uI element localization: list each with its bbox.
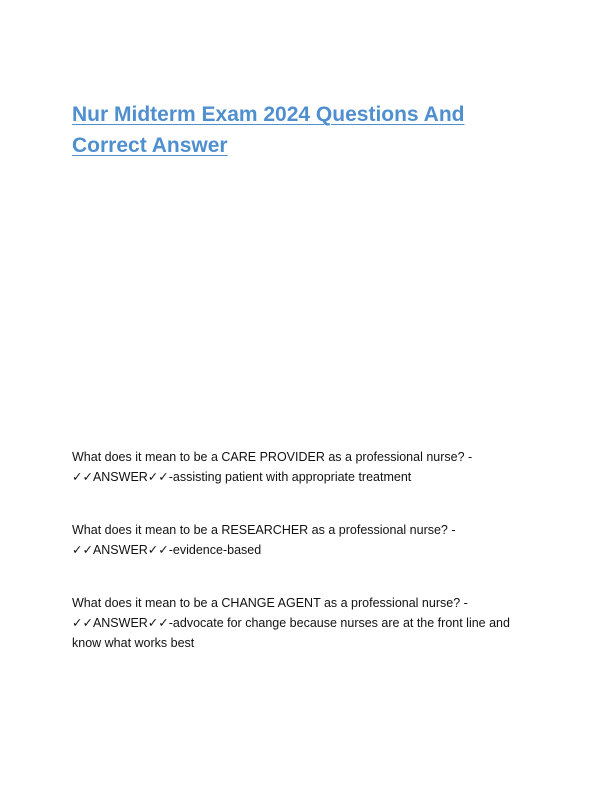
question-text: What does it mean to be a CARE PROVIDER as a professional nurse? - [72,450,473,464]
question-text: What does it mean to be a CHANGE AGENT as a professional nurse? - [72,596,468,610]
qa-item-care-provider [72,447,538,487]
document-title[interactable]: Nur Midterm Exam 2024 Questions And Correct Answer [72,103,465,157]
answer-marker: ✓✓ANSWER✓✓ [72,616,169,630]
answer-marker: ✓✓ANSWER✓✓ [72,543,169,557]
answer-text: -evidence-based [168,543,262,557]
answer-text: -advocate for change because nurses are at the front line and know what works best [72,616,510,650]
answer-text: -assisting patient with appropriate treatment [168,470,412,484]
qa-item-change-agent [72,593,538,653]
answer-marker: ✓✓ANSWER✓✓ [72,470,169,484]
question-text: What does it mean to be a RESEARCHER as a professional nurse? - [72,523,456,537]
qa-item-researcher [72,520,538,560]
qa-list [72,447,538,686]
